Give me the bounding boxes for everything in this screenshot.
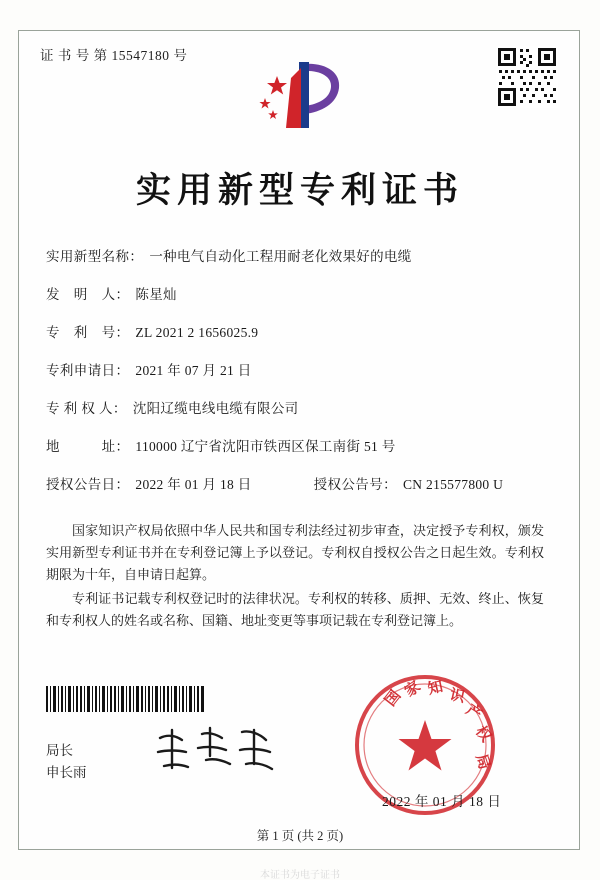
svg-text:国: 国 (380, 686, 405, 710)
field-label: 发 明 人： (46, 287, 130, 302)
field-row (46, 321, 546, 359)
barcode (46, 686, 206, 712)
signature-block (46, 740, 87, 784)
seal-date: 2022 年 01 月 18 日 (382, 794, 502, 809)
field-value: ZL 2021 2 1656025.9 (135, 325, 259, 340)
svg-text:产: 产 (462, 700, 486, 724)
field-label: 专 利 号： (46, 325, 130, 340)
handwritten-signature (150, 722, 280, 782)
field-value: 2021 年 07 月 21 日 (135, 363, 252, 378)
grant-date-label: 授权公告日： (46, 477, 130, 492)
field-value: 陈星灿 (135, 287, 177, 302)
field-row (46, 359, 546, 397)
field-label: 地 址： (46, 439, 130, 454)
grant-number-label: 授权公告号： (313, 477, 397, 492)
field-row (46, 397, 546, 435)
grant-date-value: 2022 年 01 月 18 日 (135, 477, 252, 492)
field-row (46, 283, 546, 321)
field-label: 专利申请日： (46, 363, 130, 378)
legal-text (46, 520, 544, 634)
grant-row (46, 473, 546, 511)
svg-text:局: 局 (472, 751, 494, 772)
page-number: 第 1 页 (共 2 页) (256, 829, 344, 843)
paragraph-2: 专利证书记载专利权登记时的法律状况。专利权的转移、质押、无效、终止、恢复和专利权人的姓名或名称、国籍、地址变更等事项记载在专利登记簿上。 (46, 591, 544, 628)
field-row (46, 435, 546, 473)
certificate-number: 证 书 号 第 15547180 号 (40, 48, 188, 63)
paragraph-1: 国家知识产权局依照中华人民共和国专利法经过初步审查，决定授予专利权，颁发实用新型专利证书并在专利登记簿上予以登记。专利权自授权公告之日起生效。专利权期限为十年，自申请日起算。 (46, 523, 544, 582)
svg-text:知: 知 (426, 677, 445, 698)
qr-code (496, 46, 558, 108)
cnipa-logo-icon (255, 58, 347, 130)
field-list (46, 245, 546, 511)
field-label: 实用新型名称： (46, 249, 144, 264)
field-value: 110000 辽宁省沈阳市铁西区保工南街 51 号 (135, 439, 396, 454)
svg-text:家: 家 (401, 676, 424, 701)
svg-text:识: 识 (448, 685, 467, 707)
faint-footer-text: 本证书为电子证书 (260, 870, 340, 881)
signature-role-label: 局长 (46, 743, 73, 758)
field-value: 一种电气自动化工程用耐老化效果好的电缆 (149, 249, 412, 264)
field-label: 专 利 权 人： (46, 401, 127, 416)
grant-number-value: CN 215577800 U (403, 477, 504, 492)
signature-name-label: 申长雨 (46, 765, 87, 780)
page-title: 实用新型专利证书 (135, 170, 464, 211)
field-row (46, 245, 546, 283)
field-value: 沈阳辽缆电线电缆有限公司 (132, 401, 299, 416)
svg-text:权: 权 (471, 722, 496, 746)
